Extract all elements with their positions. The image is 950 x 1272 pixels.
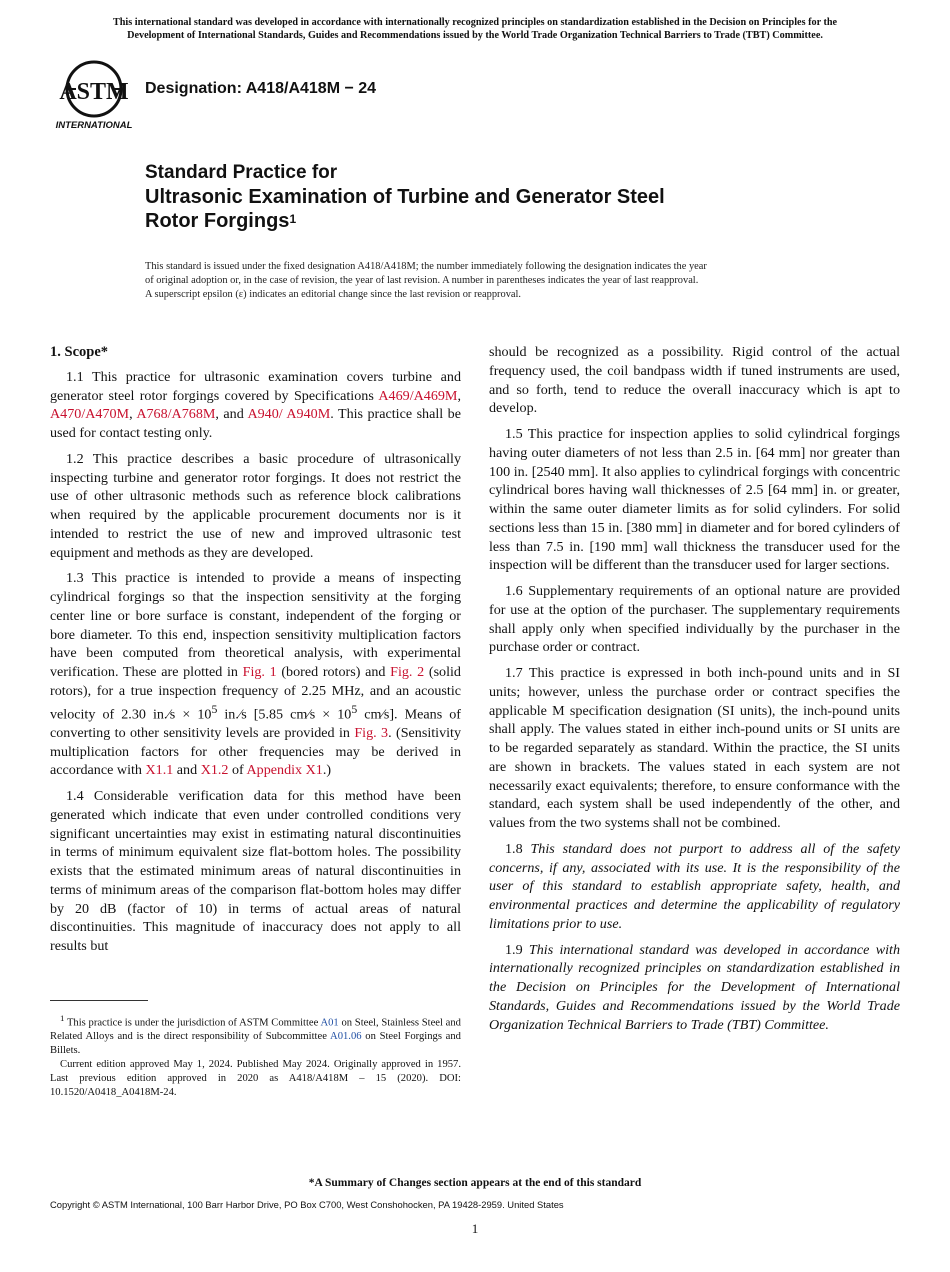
- p3-text-e: cm⁄s]. Means of converting to other sensitivity levels are provided in: [50, 706, 461, 741]
- p9-text: This international standard was developed in accordance with internationally recognized principles on standardization established in the Decision on Principles for the Development of International Standards, Guides and Recommendations issued by the World Trade Organization Technical Barriers to Trade (TBT) Committee.: [489, 941, 900, 1033]
- logo-brand-text: ASTM: [59, 79, 129, 105]
- paragraph-1-2: 1.2 This practice describes a basic procedure of ultrasonically inspecting turbine and generator rotor forgings. It does not restrict the use of other ultrasonic methods such as reference block calibrations when required by the applicable procurement documents nor is it intended to restrict the use of new and improved ultrasonic test equipment and methods as they are developed.: [50, 450, 461, 561]
- footnote-approval: Current edition approved May 1, 2024. Published May 2024. Originally approved in 1957. Last previous edition approved in 2020 as A418/A418M – 15 (2020). DOI: 10.1520/A0418_A0418M-24.: [50, 1059, 461, 1099]
- p1-sep-1: ,: [457, 387, 461, 404]
- copyright: Copyright © ASTM International, 100 Barr Harbor Drive, PO Box C700, West Conshohocken, PA 19428-2959. United States: [50, 1199, 564, 1210]
- p3-text-c: (solid rotors), for a true inspection frequency of 2.25 MHz, and an acoustic velocity of 2.30 in.⁄s × 10: [50, 664, 461, 723]
- notice-line-1: This international standard was developed in accordance with internationally recognized principles on standardization established in the Decision on Principles for the: [112, 17, 838, 28]
- footnote-text-b: on Steel, Stainless Steel and Related Alloys and is the direct responsibility of Subcommittee: [50, 1017, 461, 1043]
- summary-of-changes-note: *A Summary of Changes section appears at the end of this standard: [308, 1177, 642, 1189]
- p3-text-f: . (Sensitivity multiplication factors for other frequencies may be derived in accordance with: [50, 724, 461, 779]
- p3-sup-2: 5: [351, 702, 358, 716]
- footnote-1: [50, 1012, 461, 1058]
- p3-text-g: and: [173, 762, 201, 779]
- page-number: 1: [471, 1221, 479, 1236]
- paragraph-1-3: [50, 569, 461, 780]
- issued-line-3: A superscript epsilon (ε) indicates an editorial change since the last revision or reapproval.: [145, 289, 521, 300]
- right-column: [489, 343, 900, 1041]
- link-fig-2[interactable]: Fig. 2: [390, 664, 425, 680]
- p8-text: This standard does not purport to address all of the safety concerns, if any, associated with its use. It is the responsibility of the user of this standard to establish appropriate safety, health, and environmental practices and determine the applicability of regulatory limitations prior to use.: [489, 840, 900, 932]
- p1-sep-2: ,: [129, 406, 137, 423]
- link-x1-1[interactable]: X1.1: [145, 762, 174, 779]
- link-fig-3[interactable]: Fig. 3: [354, 724, 389, 741]
- paragraph-1-7: 1.7 This practice is expressed in both inch-pound units and in SI units; however, unless the purchase order or contract specifies the applicable M specification designation (SI units), the inch-pound units shall apply. The values stated in either inch-pound units or SI units are to be regarded separately as standard. Within the practice, the SI units are shown in brackets. The values stated in each system are not necessarily exact equivalents; therefore, to ensure conformance with the standard, each system shall be used independently of the other, and values from the two systems shall not be combined.: [489, 665, 900, 831]
- paragraph-1-5: 1.5 This practice for inspection applies to solid cylindrical forgings having outer diameters of not less than 2.5 in. [64 mm] nor greater than 100 in. [2540 mm]. It also applies to cylindrical forgings with concentric cylindrical bores having wall thicknesses of 2.5 [64 mm] in. or greater, within the same outer diameter limits as for solid cylinders. For solid sections less than 15 in. [380 mm] in diameter and for bored cylinders of less than 7.5 in. [190 mm] wall thickness the transducer used for the inspection will be different than the transducer used for larger sections.: [489, 426, 900, 574]
- footnote-divider: [50, 1000, 148, 1001]
- p1-text-b: . This practice shall be used for contact testing only.: [50, 406, 461, 441]
- paragraph-1-6: 1.6 Supplementary requirements of an optional nature are provided for use at the option of the purchaser. The supplementary requirements shall apply only when specified individually by the purchaser in the purchase order or contract.: [489, 583, 900, 656]
- paragraph-1-1: [50, 368, 461, 443]
- link-a470[interactable]: A470/A470M: [50, 406, 130, 423]
- link-committee-a01[interactable]: A01: [320, 1017, 339, 1029]
- footnotes: [50, 1012, 461, 1100]
- astm-logo: [54, 57, 134, 131]
- section-heading-scope: 1. Scope*: [50, 344, 108, 360]
- issuance-note: [145, 260, 825, 302]
- title-line-3: [145, 209, 865, 233]
- p3-text-i: .): [322, 762, 332, 779]
- title-line-1: Standard Practice for: [145, 162, 338, 183]
- paragraph-1-9: [489, 941, 900, 1035]
- footnote-text-a: This practice is under the jurisdiction of ASTM Committee: [64, 1017, 321, 1029]
- footnote-text-c: on Steel Forgings and Billets.: [50, 1031, 461, 1057]
- designation: Designation: A418/A418M − 24: [145, 80, 377, 97]
- p1-text-a: 1.1 This practice for ultrasonic examination covers turbine and generator steel rotor forgings covered by Specifications: [50, 368, 461, 404]
- paragraph-1-4-continued: should be recognized as a possibility. Rigid control of the actual frequency used, the coil bandpass width if tuned instruments are used, and so forth, tend to reduce the overall inaccuracy which is apt to develop.: [489, 344, 900, 417]
- paragraph-1-8: [489, 840, 900, 934]
- issued-line-2: of original adoption or, in the case of revision, the year of last revision. A number in parentheses indicates the year of last reapproval.: [145, 275, 699, 286]
- p3-sup-1: 5: [211, 702, 218, 716]
- issued-line-1: This standard is issued under the fixed designation A418/A418M; the number immediately following the designation indicates the year: [145, 261, 707, 272]
- paragraph-1-4: 1.4 Considerable verification data for this method have been generated which indicate that even under controlled conditions very significant uncertainties may exist in estimating natural discontinuities in terms of minimum equivalent size flat-bottom holes. The possibility exists that the estimated minimum areas of natural discontinuities in terms of minimum areas of the comparison flat-bottom holes may differ by 20 dB (factor of 10) in terms of actual areas of natural discontinuities. This magnitude of inaccuracy does not apply to all results but: [50, 788, 461, 955]
- document-title: [145, 161, 865, 233]
- footnote-mark: 1: [60, 1013, 65, 1023]
- p3-text-d: in.⁄s [5.85 cm⁄s × 10: [217, 706, 352, 723]
- p8-number: 1.8: [505, 840, 531, 857]
- link-a768[interactable]: A768/A768M: [136, 406, 216, 423]
- p3-text-b: (bored rotors) and: [276, 664, 391, 680]
- logo-sub-text: INTERNATIONAL: [55, 120, 133, 131]
- link-x1-2[interactable]: X1.2: [200, 762, 229, 779]
- title-footnote-mark: 1: [289, 212, 297, 226]
- p9-number: 1.9: [505, 941, 529, 958]
- title-line-3-text: Rotor Forgings: [145, 210, 290, 232]
- p1-sep-3: , and: [215, 406, 248, 423]
- link-subcommittee-a01-06[interactable]: A01.06: [330, 1031, 362, 1043]
- link-a469[interactable]: A469/A469M: [378, 387, 458, 404]
- notice-line-2: Development of International Standards, Guides and Recommendations issued by the World Trade Organization Technical Barriers to Trade (TBT) Committee.: [127, 30, 823, 41]
- p3-text-h: of: [228, 762, 247, 779]
- link-fig-1[interactable]: Fig. 1: [242, 664, 277, 680]
- link-appendix-x1[interactable]: Appendix X1: [246, 762, 323, 779]
- top-notice: [40, 16, 910, 42]
- p3-text-a: 1.3 This practice is intended to provide a means of inspecting cylindrical forgings so that the inspection sensitivity at the forging center line or bore surface is constant, independent of the forging or bore diameter. To this end, inspection sensitivity multiplication factors have been computed from theoretical analysis, with experimental verification. These are plotted in: [50, 570, 461, 680]
- link-a940[interactable]: A940/ A940M: [247, 406, 331, 423]
- left-column: [50, 343, 461, 963]
- title-line-2: Ultrasonic Examination of Turbine and Generator Steel: [145, 186, 665, 208]
